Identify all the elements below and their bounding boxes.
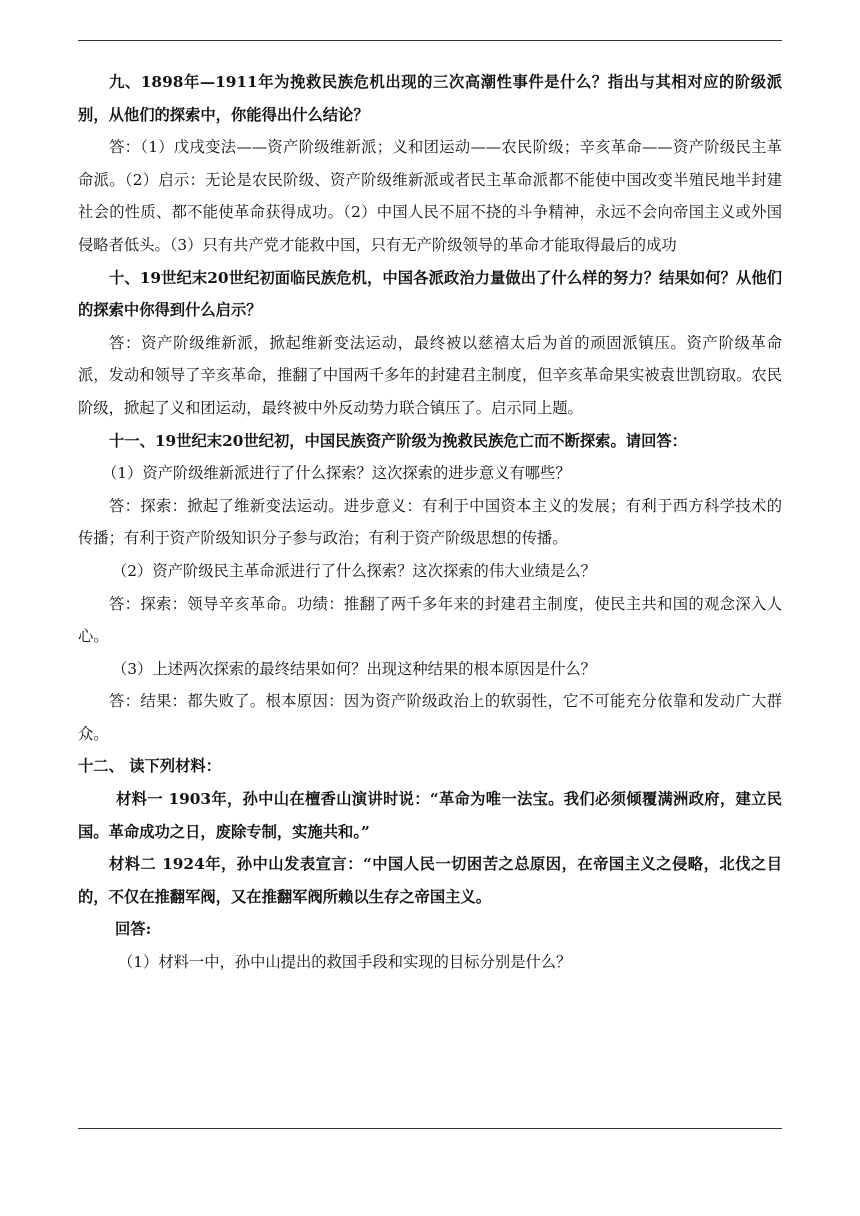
answer-label: 回答: [115, 920, 152, 939]
question-11-sub-2: （2）资产阶级民主革命派进行了什么探索？这次探索的伟大业绩是么？ [112, 561, 596, 580]
question-12-heading: 十二、 读下列材料： [78, 757, 221, 776]
question-10: 十、19世纪末20世纪初面临民族危机，中国各派政治力量做出了什么样的努力？结果如何？从他们的探索中你得到什么启示？ [78, 268, 782, 320]
question-11-sub-1: （1）资产阶级维新派进行了什么探索？这次探索的进步意义有哪些？ [102, 464, 571, 483]
header-rule [78, 40, 782, 41]
question-12-sub-1: （1）材料一中，孙中山提出的救国手段和实现的目标分别是什么？ [118, 953, 572, 972]
answer-9: 答：（1）戊戌变法——资产阶级维新派；义和团运动——农民阶级；辛亥革命——资产阶级民主革命派。（2）启示：无论是农民阶级、资产阶级维新派或者民主革命派都不能使中国改变半殖民地半封建社会的性质、都不能使革命获得成功。（2）中国人民不屈不挠的斗争精神，永远不会向帝国主义或外国侵略者低头。（3）只有共产党才能救中国，只有无产阶级领导的革命才能取得最后的成功 [78, 138, 782, 254]
answer-11-sub-3: 答：结果：都失败了。根本原因：因为资产阶级政治上的软弱性，它不可能充分依靠和发动广大群众。 [78, 692, 782, 743]
question-9: 九、1898年—1911年为挽救民族危机出现的三次高潮性事件是什么？指出与其相对应的阶级派别，从他们的探索中，你能得出什么结论？ [78, 73, 782, 124]
footer-rule [78, 1128, 782, 1129]
material-2: 材料二 1924年，孙中山发表宣言：“中国人民一切困苦之总原因，在帝国主义之侵略，北伐之目的，不仅在推翻军阀，又在推翻军阀所赖以生存之帝国主义。 [78, 855, 782, 906]
question-11-sub-3: （3）上述两次探索的最终结果如何？出现这种结果的根本原因是什么？ [112, 659, 596, 678]
answer-10: 答：资产阶级维新派，掀起维新变法运动，最终被以慈禧太后为首的顽固派镇压。资产阶级革命派，发动和领导了辛亥革命，推翻了中国两千多年的封建君主制度，但辛亥革命果实被袁世凯窃取。农民阶级，掀起了义和团运动，最终被中外反动势力联合镇压了。启示同上题。 [78, 333, 782, 417]
answer-11-sub-2: 答：探索：领导辛亥革命。功绩：推翻了两千多年来的封建君主制度，使民主共和国的观念深入人心。 [78, 594, 782, 646]
answer-11-sub-1: 答：探索：掀起了维新变法运动。进步意义：有利于中国资本主义的发展；有利于西方科学技术的传播；有利于资产阶级知识分子参与政治；有利于资产阶级思想的传播。 [78, 496, 782, 548]
question-11: 十一、19世纪末20世纪初，中国民族资产阶级为挽救民族危亡而不断探索。请回答： [109, 431, 687, 450]
material-1: 材料一 1903年，孙中山在檀香山演讲时说：“革命为唯一法宝。我们必须倾覆满洲政府，建立民国。革命成功之日，废除专制，实施共和。” [78, 790, 782, 841]
document-body [78, 66, 782, 979]
